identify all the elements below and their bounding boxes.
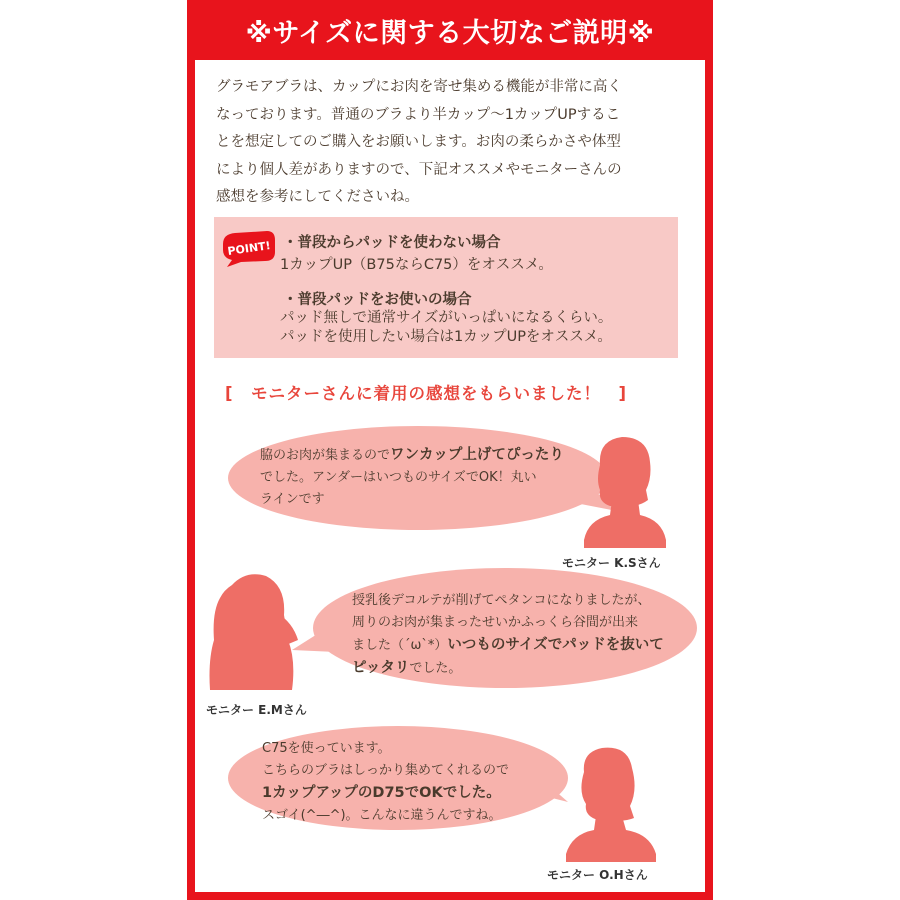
- bubble-3-line2: こちらのブラはしっかり集めてくれるので: [262, 763, 510, 778]
- bubble-2-line2: 周りのお肉が集まったせいかふっくら谷間が出来: [352, 615, 639, 630]
- bubble-3-line3: [262, 782, 509, 805]
- case2-line1: パッド無しで通常サイズがいっぱいになるくらい。: [280, 310, 613, 326]
- bubble-3-line1: C75を使っています。: [262, 741, 391, 756]
- bubble-2-line1: 授乳後デコルテが削げてペタンコになりましたが、: [352, 593, 651, 608]
- bubble-2-line4-bold: ピッタリ: [352, 660, 410, 676]
- bubble-1-line2: でした。アンダーはいつものサイズでOK！丸い: [260, 470, 537, 485]
- monitor-heading: [ モニターさんに着用の感想をもらいました！ ]: [225, 384, 628, 403]
- case2-line2: パッドを使用したい場合は1カップUPをオススメ。: [280, 329, 612, 345]
- bubble-3-line3-bold: 1カップアップのD75でOKでした。: [262, 785, 501, 801]
- bubble-1-line1: [260, 444, 564, 467]
- bubble-3-text: [262, 738, 509, 827]
- bubble-2-line3-bold: いつものサイズでパッドを抜いて: [447, 637, 664, 653]
- intro-line: なっております。普通のブラより半カップ〜1カップUPするこ: [216, 106, 621, 123]
- bubble-2-text: [352, 590, 664, 680]
- bubble-2-line4-plain: でした。: [409, 661, 462, 676]
- monitor-name-em: モニター E.Mさん: [206, 703, 307, 717]
- bubble-1-line1-bold: ワンカップ上げてぴったり: [390, 447, 564, 463]
- bubble-1-line3: ラインです: [260, 492, 325, 507]
- silhouette-oh-icon: [566, 748, 656, 862]
- silhouette-em-icon: [210, 574, 299, 690]
- point-badge-label: POINT!: [226, 239, 272, 258]
- case1-title: ・普段からパッドを使わない場合: [283, 235, 501, 251]
- case1-text: 1カップUP（B75ならC75）をオススメ。: [280, 257, 553, 273]
- intro-line: により個人差がありますので、下記オススメやモニターさんの: [216, 161, 622, 178]
- bubble-2-line3-plain: ました（´ω`*）: [352, 638, 448, 653]
- monitor-name-oh: モニター O.Hさん: [547, 868, 648, 882]
- bubble-3-line4: スゴイ(^―^)。こんなに違うんですね。: [262, 808, 502, 823]
- intro-line: 感想を参考にしてくださいね。: [216, 189, 419, 205]
- intro-line: グラモアブラは、カップにお肉を寄せ集める機能が非常に高く: [216, 79, 622, 95]
- bubble-2-line4: [352, 657, 664, 680]
- case2-title: ・普段パッドをお使いの場合: [283, 292, 472, 308]
- monitor-name-ks: モニター K.Sさん: [562, 556, 661, 570]
- intro-line: とを想定してのご購入をお願いします。お肉の柔らかさや体型: [216, 134, 621, 150]
- bubble-1-text: [260, 444, 564, 511]
- bubble-1-line1-plain: 脇のお肉が集まるので: [260, 448, 391, 463]
- bubble-2-line3: [352, 634, 664, 657]
- page-title: ※サイズに関する大切なご説明※: [245, 17, 655, 49]
